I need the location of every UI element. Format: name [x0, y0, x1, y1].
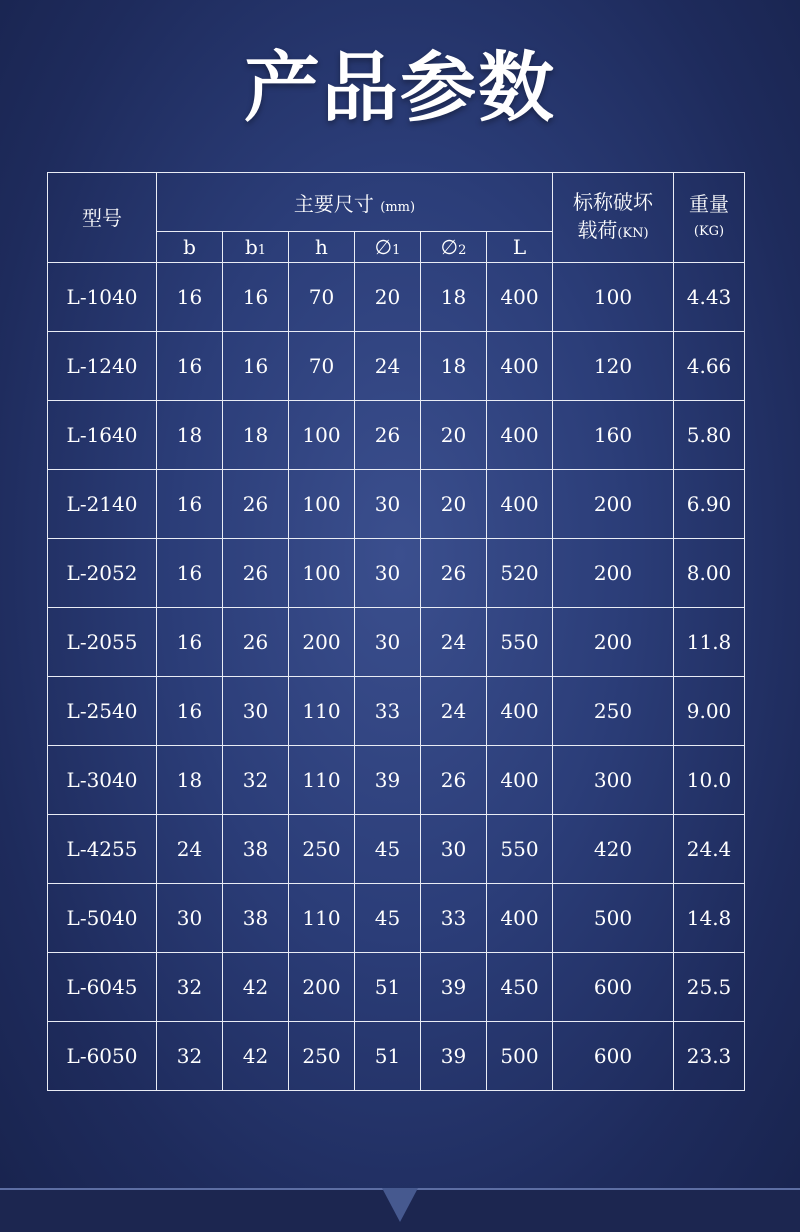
cell-d2: 30	[421, 815, 487, 884]
cell-b1: 16	[223, 332, 289, 401]
cell-weight: 24.4	[674, 815, 745, 884]
cell-d2: 18	[421, 332, 487, 401]
table-row	[48, 677, 745, 746]
cell-d1: 24	[355, 332, 421, 401]
subheader-b1-sub: 1	[257, 243, 267, 258]
cell-model: L-2140	[48, 470, 157, 539]
cell-b1: 26	[223, 470, 289, 539]
down-triangle-icon	[382, 1188, 418, 1222]
cell-b1: 26	[223, 539, 289, 608]
cell-d1: 45	[355, 815, 421, 884]
header-load	[553, 173, 674, 263]
cell-b: 24	[157, 815, 223, 884]
cell-load: 250	[553, 677, 674, 746]
table-row	[48, 815, 745, 884]
cell-b: 16	[157, 332, 223, 401]
cell-b1: 18	[223, 401, 289, 470]
header-model: 型号	[48, 173, 157, 263]
cell-b: 32	[157, 953, 223, 1022]
header-dimensions-unit: (mm)	[380, 199, 416, 215]
cell-model: L-2540	[48, 677, 157, 746]
cell-d2: 24	[421, 677, 487, 746]
cell-L: 400	[487, 470, 553, 539]
cell-load: 100	[553, 263, 674, 332]
header-weight-unit: (KG)	[693, 223, 725, 239]
table-row	[48, 746, 745, 815]
cell-weight: 9.00	[674, 677, 745, 746]
cell-model: L-3040	[48, 746, 157, 815]
cell-d1: 51	[355, 953, 421, 1022]
cell-L: 400	[487, 401, 553, 470]
cell-L: 400	[487, 332, 553, 401]
cell-model: L-1040	[48, 263, 157, 332]
cell-weight: 23.3	[674, 1022, 745, 1091]
cell-d2: 26	[421, 746, 487, 815]
cell-b1: 38	[223, 884, 289, 953]
cell-model: L-2055	[48, 608, 157, 677]
cell-L: 400	[487, 884, 553, 953]
cell-weight: 6.90	[674, 470, 745, 539]
header-load-unit: (KN)	[617, 225, 649, 241]
cell-b1: 30	[223, 677, 289, 746]
cell-weight: 14.8	[674, 884, 745, 953]
cell-weight: 5.80	[674, 401, 745, 470]
subheader-d2-sub: 2	[458, 243, 467, 258]
cell-h: 70	[289, 332, 355, 401]
cell-L: 500	[487, 1022, 553, 1091]
cell-model: L-5040	[48, 884, 157, 953]
cell-d2: 18	[421, 263, 487, 332]
cell-d2: 39	[421, 953, 487, 1022]
cell-d1: 20	[355, 263, 421, 332]
cell-model: L-1240	[48, 332, 157, 401]
cell-d1: 30	[355, 539, 421, 608]
cell-d2: 20	[421, 470, 487, 539]
cell-h: 250	[289, 1022, 355, 1091]
cell-L: 520	[487, 539, 553, 608]
header-weight	[674, 173, 745, 263]
cell-weight: 8.00	[674, 539, 745, 608]
cell-weight: 11.8	[674, 608, 745, 677]
cell-h: 110	[289, 884, 355, 953]
cell-d2: 39	[421, 1022, 487, 1091]
subheader-L: L	[487, 232, 553, 263]
table-row	[48, 608, 745, 677]
cell-L: 400	[487, 746, 553, 815]
cell-model: L-1640	[48, 401, 157, 470]
cell-b: 16	[157, 677, 223, 746]
cell-load: 600	[553, 953, 674, 1022]
cell-load: 120	[553, 332, 674, 401]
header-dimensions-label: 主要尺寸	[293, 191, 374, 216]
cell-load: 500	[553, 884, 674, 953]
header-load-line2	[553, 216, 673, 248]
cell-h: 100	[289, 470, 355, 539]
table-row	[48, 539, 745, 608]
cell-model: L-2052	[48, 539, 157, 608]
cell-d1: 51	[355, 1022, 421, 1091]
cell-load: 300	[553, 746, 674, 815]
cell-d1: 45	[355, 884, 421, 953]
cell-load: 200	[553, 470, 674, 539]
cell-load: 420	[553, 815, 674, 884]
table-row	[48, 884, 745, 953]
header-dimensions	[157, 173, 553, 232]
cell-h: 250	[289, 815, 355, 884]
cell-d2: 24	[421, 608, 487, 677]
cell-h: 100	[289, 539, 355, 608]
diameter-icon: ∅	[374, 235, 393, 259]
subheader-h: h	[289, 232, 355, 263]
cell-h: 200	[289, 953, 355, 1022]
cell-b: 16	[157, 608, 223, 677]
cell-load: 600	[553, 1022, 674, 1091]
cell-h: 200	[289, 608, 355, 677]
table-row	[48, 953, 745, 1022]
cell-model: L-6045	[48, 953, 157, 1022]
cell-b1: 38	[223, 815, 289, 884]
cell-model: L-6050	[48, 1022, 157, 1091]
cell-load: 200	[553, 608, 674, 677]
subheader-b1-main: b	[244, 235, 258, 259]
cell-b: 16	[157, 539, 223, 608]
page-title: 产品参数	[244, 43, 556, 132]
cell-load: 160	[553, 401, 674, 470]
cell-d1: 30	[355, 470, 421, 539]
cell-weight: 4.66	[674, 332, 745, 401]
cell-b1: 26	[223, 608, 289, 677]
cell-model: L-4255	[48, 815, 157, 884]
cell-b: 16	[157, 470, 223, 539]
table-row	[48, 401, 745, 470]
cell-b1: 16	[223, 263, 289, 332]
header-weight-label: 重量	[689, 191, 730, 216]
cell-b1: 42	[223, 1022, 289, 1091]
cell-h: 110	[289, 746, 355, 815]
cell-L: 550	[487, 815, 553, 884]
cell-d1: 39	[355, 746, 421, 815]
spec-table	[47, 172, 745, 1091]
diameter-icon: ∅	[440, 235, 459, 259]
cell-weight: 10.0	[674, 746, 745, 815]
table-row	[48, 1022, 745, 1091]
header-load-line1: 标称破坏	[573, 189, 654, 214]
cell-b1: 42	[223, 953, 289, 1022]
subheader-b: b	[157, 232, 223, 263]
subheader-d1-sub: 1	[392, 243, 401, 258]
cell-d2: 26	[421, 539, 487, 608]
cell-d1: 26	[355, 401, 421, 470]
cell-L: 400	[487, 263, 553, 332]
table-row	[48, 470, 745, 539]
cell-L: 450	[487, 953, 553, 1022]
subheader-b1	[223, 232, 289, 263]
cell-b: 18	[157, 401, 223, 470]
subheader-d2	[421, 232, 487, 263]
cell-b: 30	[157, 884, 223, 953]
header-load-label: 载荷	[577, 217, 618, 242]
cell-d1: 30	[355, 608, 421, 677]
table-row	[48, 332, 745, 401]
cell-weight: 25.5	[674, 953, 745, 1022]
cell-d1: 33	[355, 677, 421, 746]
table-row	[48, 263, 745, 332]
spec-table-body	[48, 263, 745, 1091]
cell-h: 100	[289, 401, 355, 470]
cell-L: 400	[487, 677, 553, 746]
cell-h: 70	[289, 263, 355, 332]
cell-L: 550	[487, 608, 553, 677]
cell-weight: 4.43	[674, 263, 745, 332]
cell-load: 200	[553, 539, 674, 608]
cell-b: 16	[157, 263, 223, 332]
cell-d2: 33	[421, 884, 487, 953]
cell-b: 32	[157, 1022, 223, 1091]
cell-b1: 32	[223, 746, 289, 815]
subheader-d1	[355, 232, 421, 263]
cell-b: 18	[157, 746, 223, 815]
cell-h: 110	[289, 677, 355, 746]
cell-d2: 20	[421, 401, 487, 470]
